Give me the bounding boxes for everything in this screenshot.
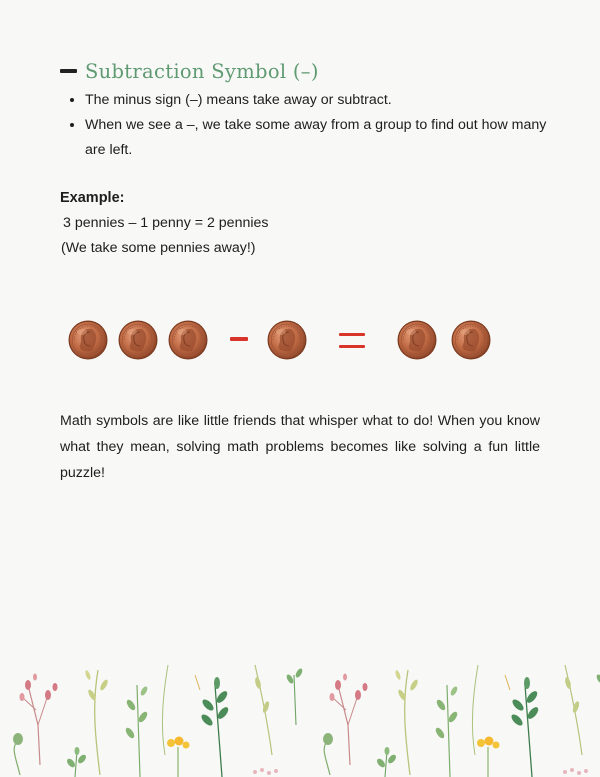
equals-sign [339, 333, 365, 349]
section-title: Subtraction Symbol (–) [85, 59, 319, 83]
closing-paragraph: Math symbols are like little friends that whisper what to do! When you know what they mean, solving math problems becomes like solving a fun little puzzle! [60, 413, 540, 481]
wildflower-border-icon [0, 655, 600, 777]
penny-start-icon [168, 320, 208, 360]
penny-result-icon [397, 320, 437, 360]
bullet-item: • When we see a –, we take some away from a group to find out how many are left. [85, 113, 563, 163]
bullet-list [60, 88, 563, 163]
penny-result-icon [451, 320, 491, 360]
section-heading [60, 56, 319, 86]
penny-start-icon [68, 320, 108, 360]
example-label: Example: [60, 190, 125, 206]
penny-start-icon [118, 320, 158, 360]
example-note: (We take some pennies away!) [61, 240, 256, 256]
example-equation: 3 pennies – 1 penny = 2 pennies [63, 215, 269, 231]
bullet-item: • The minus sign (–) means take away or subtract. [85, 88, 563, 113]
heading-dash [60, 69, 77, 73]
penny-subtracted-icon [267, 320, 307, 360]
minus-sign [230, 337, 248, 341]
